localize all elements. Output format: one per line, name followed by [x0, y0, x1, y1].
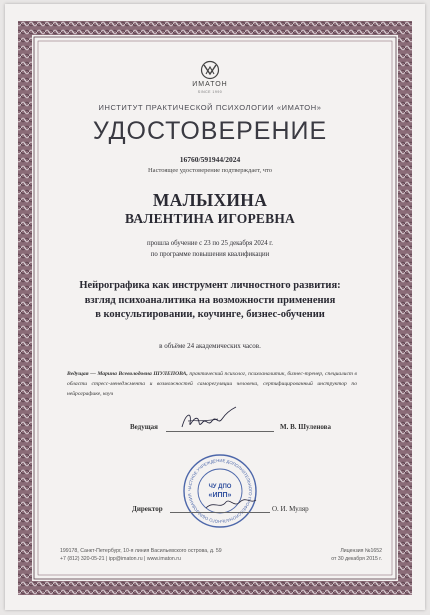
license-number: Лицензия №1652 [340, 548, 382, 554]
stamp-center-main: «ИПП» [208, 492, 232, 499]
institute-name: ИНСТИТУТ ПРАКТИЧЕСКОЙ ПСИХОЛОГИИ «ИМАТОН» [98, 103, 322, 112]
stamp-center-top: ЧУ ДПО [208, 484, 232, 490]
program-title-line: взгляд психоаналитика на возможности применения [84, 294, 336, 306]
lead-signature-name: М. В. Шуленова [280, 423, 331, 431]
recipient-given-name: ВАЛЕНТИНА ИГОРЕВНА [125, 211, 295, 226]
director-signature-icon [200, 490, 260, 516]
recipient-surname: МАЛЫХИНА [152, 190, 268, 210]
license-date: от 30 декабря 2015 г. [331, 555, 382, 562]
program-title-line: в консультировании, коучинге, бизнес-обучении [95, 309, 325, 320]
lead-description [67, 369, 357, 399]
stamp-ring-text: ЧАСТНОЕ УЧРЕЖДЕНИЕ ДОПОЛНИТЕЛЬНОГО ПРОФЕССИОНАЛЬНОГО ОБРАЗОВАНИЯ [186, 457, 254, 525]
study-period: прошла обучение с 23 по 25 декабря 2024 г. [146, 240, 274, 247]
program-title [0, 279, 420, 323]
certificate-number: 16760/591944/2024 [179, 155, 241, 164]
lead-signature-label: Ведущая [130, 423, 158, 431]
logo-subtitle: SINCE 1990 [197, 90, 223, 94]
program-label: по программе повышения квалификации [150, 251, 270, 258]
program-title-line: Нейрографика как инструмент личностного развития: [79, 280, 341, 291]
footer-address [60, 548, 222, 563]
imaton-logo-icon [198, 60, 222, 80]
lead-signature-icon [178, 405, 238, 435]
footer-license [320, 548, 382, 563]
lead-name: Ведущая — Марина Всеволодовна ШУЛЕПОВА, [67, 371, 188, 377]
director-signature-name: О. И. Муляр [272, 505, 309, 513]
hours-text: в объёме 24 академических часов. [159, 342, 261, 350]
document-title: УДОСТОВЕРЕНИЕ [92, 117, 328, 145]
address-line: 199178, Санкт-Петербург, 10-я линия Васильевского острова, д. 59 [60, 548, 222, 554]
confirmation-text: Настоящее удостоверение подтверждает, что [147, 167, 272, 174]
logo-wordmark: ИМАТОН [192, 81, 228, 88]
lead-bio: практический психолог, психоаналитик, бизнес-тренер, специалист в области стресс-менеджмента и возможностей саморегуляции человека, сертифицированный инструктор по нейрографике, коуч [67, 371, 357, 397]
director-signature-label: Директор [132, 505, 163, 513]
contacts-line: +7 (812) 320-05-21 | ipp@imaton.ru | www.imaton.ru [60, 555, 181, 562]
